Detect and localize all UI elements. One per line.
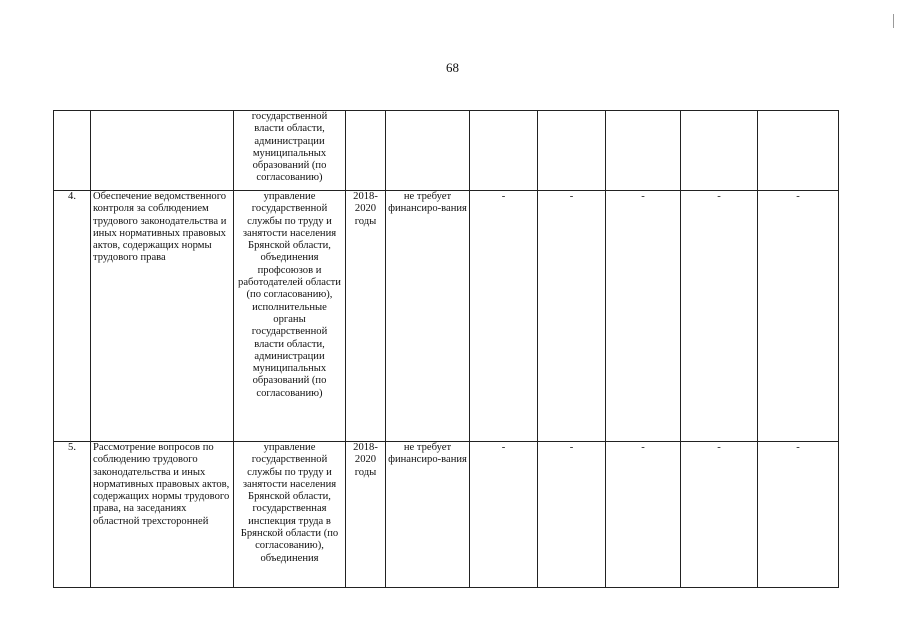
value-cell: -	[681, 191, 758, 442]
period	[346, 111, 386, 191]
measure-name: Обеспечение ведомственного контроля за соблюдением трудового законодательства и иных нормативных правовых актов, содержащих нормы трудового права	[91, 191, 234, 442]
value-cell	[681, 111, 758, 191]
value-cell: -	[538, 442, 606, 588]
value-cell: -	[606, 442, 681, 588]
value-cell: -	[470, 191, 538, 442]
period: 2018-2020 годы	[346, 191, 386, 442]
period: 2018-2020 годы	[346, 442, 386, 588]
measure-name	[91, 111, 234, 191]
value-cell: -	[606, 191, 681, 442]
executor: управление государственной службы по труду и занятости населения Брянской области, государственная инспекция труда в Брянской области (по согласованию), объединения	[234, 442, 346, 588]
row-number: 4.	[54, 191, 91, 442]
table-row	[54, 442, 839, 588]
value-cell	[606, 111, 681, 191]
page-number: 68	[446, 60, 459, 75]
value-cell: -	[758, 191, 839, 442]
measures-table	[53, 110, 839, 588]
value-cell	[758, 111, 839, 191]
executor: государственной власти области, администрации муниципальных образований (по согласованию)	[234, 111, 346, 191]
value-cell: -	[538, 191, 606, 442]
value-cell	[470, 111, 538, 191]
table-row	[54, 191, 839, 442]
value-cell: -	[470, 442, 538, 588]
value-cell: -	[681, 442, 758, 588]
financing: не требует финансиро-вания	[386, 191, 470, 442]
financing	[386, 111, 470, 191]
measure-name: Рассмотрение вопросов по соблюдению трудового законодательства и иных нормативных правовых актов, содержащих нормы трудового права, на заседаниях областной трехсторонней	[91, 442, 234, 588]
value-cell: -	[758, 442, 839, 588]
executor: управление государственной службы по труду и занятости населения Брянской области, объединения профсоюзов и работодателей области (по согласованию), исполнительные органы государственной власти области, администрации муниципальных образований (по согласованию)	[234, 191, 346, 442]
value-cell	[538, 111, 606, 191]
row-number	[54, 111, 91, 191]
page-edge-mark	[893, 14, 894, 28]
row-number: 5.	[54, 442, 91, 588]
financing: не требует финансиро-вания	[386, 442, 470, 588]
table-row	[54, 111, 839, 191]
